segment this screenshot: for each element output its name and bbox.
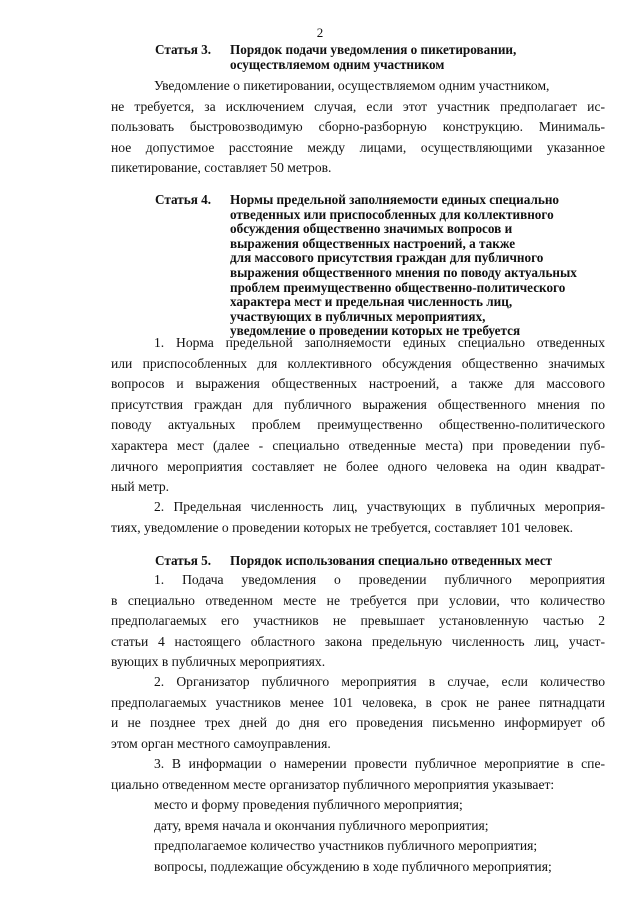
article-4-title-line: обсуждения общественно значимых вопросов и [230, 221, 513, 237]
article-5-paragraph-1 [111, 570, 605, 673]
article-4-title-line: для массового присутствия граждан для публичного [230, 250, 544, 266]
list-item: место и форму проведения публичного мероприятия; [154, 797, 463, 812]
paragraph-line: этом орган местного самоуправления. [111, 735, 331, 751]
article-4-heading [155, 193, 615, 343]
article-4-title-line: участвующих в публичных мероприятиях, [230, 308, 486, 324]
article-3-paragraph [111, 76, 605, 179]
list-item: дату, время начала и окончания публичного мероприятия; [154, 817, 489, 833]
article-3-title-line: осуществляемом одним участником [230, 56, 445, 72]
article-3-heading [155, 43, 595, 75]
paragraph-line: вопросов и выражения общественных настроений, а также для массового [111, 376, 605, 392]
paragraph-line: характера мест (далее - специально отведенные места) при проведении пуб- [111, 437, 605, 453]
article-4-label: Статья 4. [155, 192, 212, 207]
list-item: вопросы, подлежащие обсуждению в ходе публичного мероприятия; [154, 858, 552, 874]
paragraph-line: поводу актуальных проблем преимущественно общественно-политического [111, 417, 605, 433]
article-4-title-line: выражения общественного мнения по поводу актуальных [230, 264, 577, 280]
article-4-title-line: уведомление о проведении которых не требуется [230, 323, 521, 339]
article-4-title-line: Нормы предельной заполняемости единых специально [230, 192, 560, 207]
article-3-title-line: Порядок подачи уведомления о пикетировании, [230, 42, 517, 57]
paragraph-line: или приспособленных для коллективного обсуждения общественно значимых [111, 355, 605, 371]
list-item: предполагаемое количество участников публичного мероприятия; [154, 838, 538, 854]
paragraph-line: 1. Норма предельной заполняемости единых специально отведенных [154, 335, 605, 350]
paragraph-line: 2. Организатор публичного мероприятия в случае, если количество [154, 674, 605, 689]
paragraph-line: присутствия граждан для публичного выражения общественного мнения по [111, 396, 605, 412]
article-5-title [230, 554, 552, 569]
article-5-paragraph-3 [111, 754, 605, 795]
paragraph-line: Уведомление о пикетировании, осуществляемом одним участником, [154, 78, 550, 93]
article-4-title-line: проблем преимущественно общественно-политического [230, 279, 566, 295]
paragraph-line: 1. Подача уведомления о проведении публичного мероприятия [154, 572, 605, 587]
paragraph-line: ное допустимое расстояние между лицами, осуществляющими указанное [111, 139, 605, 155]
article-4-title-line: выражения общественных настроений, а также [230, 235, 516, 251]
paragraph-line: предполагаемых его участников не превышает установленную частью 2 [111, 613, 605, 629]
article-5-title-line: Порядок использования специально отведенных мест [230, 553, 553, 568]
paragraph-line: 2. Предельная численность лиц, участвующих в публичных мероприя- [154, 499, 605, 514]
article-4-paragraph-1 [111, 333, 605, 498]
paragraph-line: ный метр. [111, 479, 170, 495]
paragraph-line: не требуется, за исключением случая, если этот участник предполагает ис- [111, 98, 605, 114]
article-4-paragraph-2 [111, 497, 605, 538]
paragraph-line: статьи 4 настоящего областного закона предельную численность лиц, участ- [111, 633, 605, 649]
article-5-label: Статья 5. [155, 553, 212, 568]
paragraph-line: личного мероприятия составляет не более одного человека на один квадрат- [111, 458, 605, 474]
paragraph-line: циально отведенном месте организатор публичного мероприятия указывает: [111, 776, 555, 792]
article-4-title [230, 193, 577, 339]
paragraph-line: тиях, уведомление о проведении которых не требуется, составляет 101 человек. [111, 519, 574, 535]
paragraph-line: в специально отведенном месте не требуется при условии, что количество [111, 592, 605, 608]
article-5-list [111, 795, 605, 877]
article-5-heading [155, 554, 615, 570]
paragraph-line: и не позднее трех дней до дня его проведения письменно информирует об [111, 715, 605, 731]
article-4-title-line: характера мест и предельная численность лиц, [230, 294, 513, 310]
article-4-title-line: отведенных или приспособленных для коллективного [230, 206, 554, 222]
article-5-paragraph-2 [111, 672, 605, 754]
paragraph-line: вующих в публичных мероприятиях. [111, 654, 326, 670]
paragraph-line: предполагаемых участников менее 101 человека, в срок не ранее пятнадцати [111, 694, 605, 710]
article-3-title [230, 43, 516, 72]
page-number: 2 [316, 25, 324, 40]
paragraph-line: пользовать быстровозводимую сборно-разборную конструкцию. Минималь- [111, 119, 605, 135]
paragraph-line: 3. В информации о намерении провести публичное мероприятие в спе- [154, 756, 605, 771]
paragraph-line: пикетирование, составляет 50 метров. [111, 160, 332, 176]
article-3-label: Статья 3. [155, 42, 212, 57]
